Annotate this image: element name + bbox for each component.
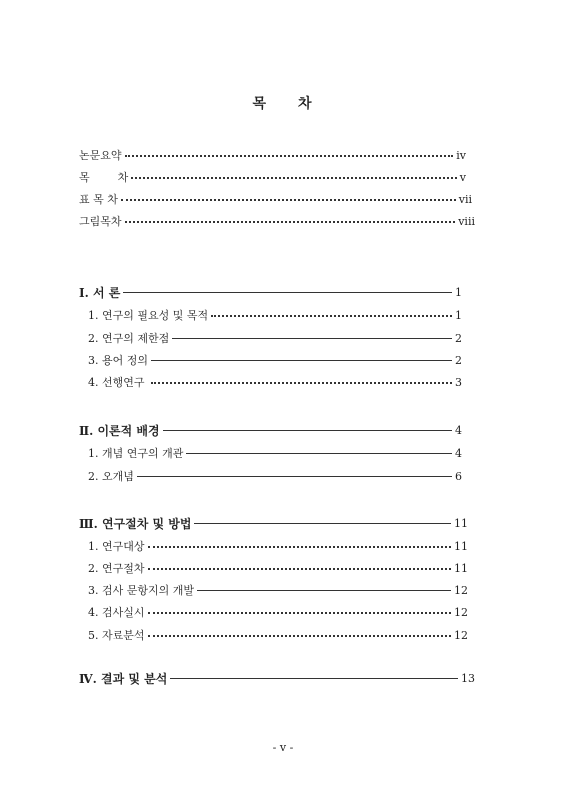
line-leader <box>186 453 452 454</box>
line-leader <box>137 476 452 477</box>
toc-entry-label: 목 차 <box>79 171 129 184</box>
toc-front-matter-figures[interactable] <box>79 212 475 230</box>
toc-page-number: 12 <box>454 628 468 642</box>
dot-leader <box>125 221 456 223</box>
toc-chapter-label: Ⅰ. 서 론 <box>79 285 121 300</box>
toc-chapter-label: Ⅲ. 연구절차 및 방법 <box>79 516 192 531</box>
toc-entry-label: 4. 선행연구 <box>88 376 148 389</box>
toc-chapter-3[interactable] <box>79 514 468 532</box>
toc-page-number: 2 <box>455 353 462 367</box>
line-leader <box>172 338 452 339</box>
toc-page-number: 4 <box>455 446 462 460</box>
toc-page-number: 12 <box>454 583 468 597</box>
toc-page-number: 11 <box>454 516 468 530</box>
dot-leader <box>131 177 457 179</box>
toc-entry-label: 그림목차 <box>79 215 122 228</box>
toc-page-number: 11 <box>454 539 468 553</box>
toc-page-number: 12 <box>454 605 468 619</box>
dot-leader <box>148 546 452 548</box>
toc-page-number: iv <box>456 148 466 162</box>
line-leader <box>123 292 452 293</box>
dot-leader <box>121 199 456 201</box>
toc-entry-label: 3. 검사 문항지의 개발 <box>88 584 194 597</box>
page-footer-number: - v - <box>272 741 294 754</box>
toc-chapter-label: Ⅱ. 이론적 배경 <box>79 423 160 438</box>
toc-entry-label: 1. 연구대상 <box>88 540 145 553</box>
toc-entry-label: 5. 자료분석 <box>88 629 145 642</box>
toc-page-number: 6 <box>455 469 462 483</box>
toc-item[interactable] <box>88 467 462 485</box>
toc-item[interactable] <box>88 329 462 347</box>
toc-entry-label: 2. 연구절차 <box>88 562 145 575</box>
toc-page-number: 3 <box>455 375 462 389</box>
title-left: 목 <box>252 96 268 112</box>
toc-item[interactable] <box>88 537 468 555</box>
page-title <box>0 93 566 113</box>
title-right: 차 <box>298 96 314 112</box>
toc-page-number: vii <box>458 192 472 206</box>
line-leader <box>197 590 451 591</box>
toc-page-number: v <box>459 170 466 184</box>
toc-entry-label: 표 목 차 <box>79 193 118 206</box>
line-leader <box>194 523 451 524</box>
dot-leader <box>148 612 452 614</box>
line-leader <box>170 678 458 679</box>
toc-entry-label: 2. 오개념 <box>88 470 134 483</box>
toc-entry-label: 3. 용어 정의 <box>88 354 148 367</box>
line-leader <box>163 430 452 431</box>
dot-leader <box>148 568 452 570</box>
dot-leader <box>211 315 452 317</box>
toc-chapter-4[interactable] <box>79 669 475 687</box>
toc-front-matter-tables[interactable] <box>79 190 472 208</box>
dot-leader <box>125 155 454 157</box>
toc-item[interactable] <box>88 603 468 621</box>
toc-page-number: viii <box>458 214 475 228</box>
toc-entry-label: 4. 검사실시 <box>88 606 145 619</box>
toc-page-number: 2 <box>455 331 462 345</box>
toc-item[interactable] <box>88 626 468 644</box>
toc-item[interactable] <box>88 306 462 324</box>
toc-entry-label: 2. 연구의 제한점 <box>88 332 170 345</box>
toc-page-number: 1 <box>455 308 462 322</box>
dot-leader <box>151 382 452 384</box>
toc-page-number: 13 <box>461 671 475 685</box>
toc-chapter-label: Ⅳ. 결과 및 분석 <box>79 671 168 686</box>
toc-item[interactable] <box>88 559 468 577</box>
toc-front-matter-abstract[interactable] <box>79 146 466 164</box>
toc-page-number: 1 <box>455 285 462 299</box>
dot-leader <box>148 635 452 637</box>
toc-front-matter-contents[interactable] <box>79 168 466 186</box>
toc-item[interactable] <box>88 351 462 369</box>
toc-page-number: 11 <box>454 561 468 575</box>
toc-page-number: 4 <box>455 423 462 437</box>
toc-item[interactable] <box>88 444 462 462</box>
toc-entry-label: 1. 연구의 필요성 및 목적 <box>88 309 209 322</box>
toc-entry-label: 논문요약 <box>79 149 122 162</box>
toc-item[interactable] <box>88 581 468 599</box>
toc-chapter-2[interactable] <box>79 421 462 439</box>
line-leader <box>151 360 452 361</box>
toc-entry-label: 1. 개념 연구의 개관 <box>88 447 184 460</box>
toc-chapter-1[interactable] <box>79 283 462 301</box>
toc-item[interactable] <box>88 373 462 391</box>
